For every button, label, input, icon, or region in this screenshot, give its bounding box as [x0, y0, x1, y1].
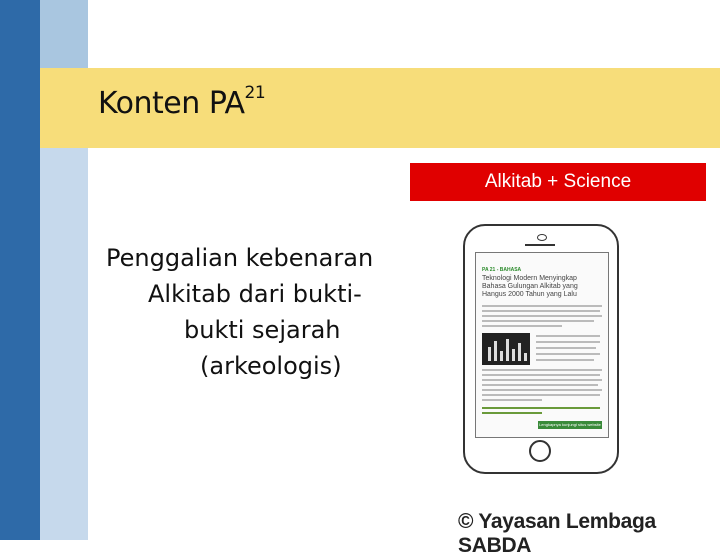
- copyright-notice: © Yayasan Lembaga SABDA: [458, 510, 656, 557]
- article-text-line: [536, 353, 600, 355]
- body-line-4: (arkeologis): [200, 352, 342, 380]
- article-text-line: [482, 384, 598, 386]
- body-line-2: Alkitab dari bukti-: [148, 280, 362, 308]
- body-line-1: Penggalian kebenaran: [106, 244, 374, 272]
- slide-title-main: Konten PA: [98, 86, 245, 121]
- article-text-line: [536, 335, 600, 337]
- phone-speaker: [525, 244, 555, 246]
- article-text-line: [482, 389, 602, 391]
- decor-left-bar-dark-lower: [0, 148, 40, 540]
- article-text-line: [482, 315, 602, 317]
- article-link-line: [482, 407, 600, 409]
- phone-camera-icon: [537, 234, 547, 241]
- article-text-line: [482, 325, 562, 327]
- article-text-line: [536, 359, 594, 361]
- article-image: [482, 333, 530, 365]
- article-text-line: [482, 399, 542, 401]
- title-band-left: [40, 68, 88, 148]
- article-text-line: [482, 379, 602, 381]
- article-title: Teknologi Modern Menyingkap Bahasa Gulungan Alkitab yang Hangus 2000 Tahun yang Lalu: [482, 275, 578, 298]
- article-text-line: [536, 341, 600, 343]
- article-text-line: [482, 305, 602, 307]
- article-text-line: [536, 347, 596, 349]
- phone-home-button: [529, 440, 551, 462]
- phone-screen: [475, 252, 609, 438]
- article-text-line: [482, 369, 602, 371]
- slide-title-superscript: 21: [244, 83, 266, 103]
- decor-left-bar-light-lower: [40, 148, 88, 540]
- category-tag: Alkitab + Science: [410, 163, 706, 201]
- phone-illustration: [463, 224, 619, 474]
- body-text: [92, 240, 442, 384]
- article-text-line: [482, 374, 600, 376]
- article-text-line: [482, 394, 600, 396]
- article-button: Lengkapnya kunjungi situs website: [539, 422, 601, 427]
- article-text-line: [482, 310, 600, 312]
- article-kicker: PA 21 - BAHASA: [482, 267, 522, 273]
- body-line-3: bukti sejarah: [184, 316, 341, 344]
- article-text-line: [482, 320, 594, 322]
- slide-title: [98, 83, 266, 121]
- article-link-line: [482, 412, 542, 414]
